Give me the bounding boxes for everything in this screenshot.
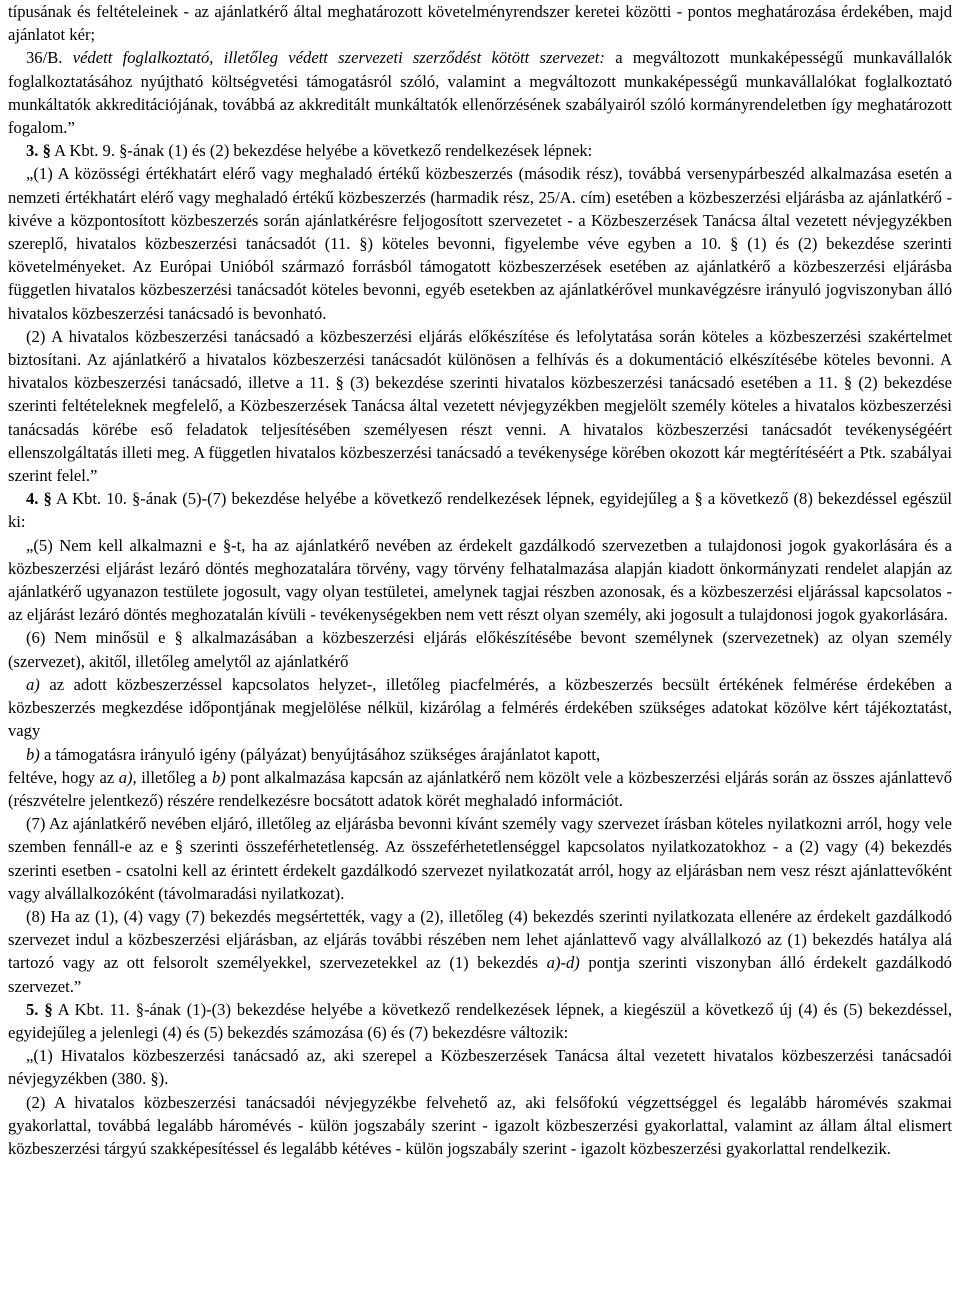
paragraph-10-8 xyxy=(8,905,952,998)
text-run: (8) Ha az (1), (4) vagy (7) bekezdés megsértették, vagy a (2), illetőleg (4) bekezdés szerinti nyilatkozata ellenére az érdekelt gazdálkodó szervezet indul a közbeszerzési eljárásban, az eljárás további részében nem lehet ajánlattevő vagy alvállalkozó az (1) bekezdés hatálya alá tartozó vagy az ott felsorolt személyekkel, szervezetekkel az (1) bekezdés xyxy=(8,906,952,973)
point-text: az adott közbeszerzéssel kapcsolatos helyzet-, illetőleg piacfelmérés, a közbeszerzés becsült értékének felmérése érdekében a közbeszerzés megkezdése időpontjának megjelölése nélkül, kizárólag a felmérés érdekében szükséges adatokat közölve kért tájékoztatást, vagy xyxy=(8,674,952,741)
section-intro: A Kbt. 11. §-ának (1)-(3) bekezdése helyébe a következő rendelkezések lépnek, a kiegészül a következő új (4) és (5) bekezdéssel, egyidejűleg a jelenlegi (4) és (5) bekezdés számozása (6) és (7) bekezdésre változik: xyxy=(8,999,952,1042)
section-4-heading xyxy=(8,487,952,533)
section-5-heading xyxy=(8,998,952,1044)
point-label: a) xyxy=(26,674,40,694)
paragraph-10-6: (6) Nem minősül e § alkalmazásában a közbeszerzési eljárás előkészítésébe bevont személynek (szervezetnek) az olyan személy (szervezet), akitől, illetőleg amelytől az ajánlatkérő xyxy=(8,628,952,671)
point-label: a)-d) xyxy=(546,953,580,973)
text-run: illetőleg a xyxy=(141,767,208,787)
section-3-heading xyxy=(8,139,952,162)
paragraph-10-5: „(5) Nem kell alkalmazni e §-t, ha az ajánlatkérő nevében az érdekelt gazdálkodó szervezetben a tulajdonosi jogok gyakorlására és a közbeszerzési eljárást lezáró döntés meghozatalára törvény, vagy törvény felhatalmazása alapján kiadott önkormányzati rendelet alapján az ajánlatkérő ugyanazon testülete jogosult, vagy olyan testületei, amelynek tagjai részben azonosak, és a közbeszerzési eljárással kapcsolatos - az eljárást lezáró döntés meghozatalán kívüli - tevékenységekben nem vett részt olyan személy, aki jogosult a tulajdonosi jogok gyakorlására. xyxy=(8,535,952,625)
point-label: b) xyxy=(211,767,226,787)
paragraph-11-2: (2) A hivatalos közbeszerzési tanácsadói névjegyzékbe felvehető az, aki felsőfokú végzettséggel és legalább háromévés szakmai gyakorlattal, továbbá legalább háromévés - külön jogszabály szerint - igazolt közbeszerzési gyakorlattal, valamint az állam által elismert közbeszerzési tárgyú szakképesítéssel és legalább kétéves - külön jogszabály szerint - igazolt közbeszerzési gyakorlattal rendelkezik. xyxy=(8,1092,952,1158)
paragraph-9-1: „(1) A közösségi értékhatárt elérő vagy meghaladó értékű közbeszerzés (második rész), továbbá versenypárbeszéd alkalmazása esetén a nemzeti értékhatárt elérő vagy meghaladó értékű közbeszerzés (harmadik rész, 25/A. cím) esetében a közbeszerzési eljárásba az ajánlatkérő - kivéve a központosított közbeszerzés során ajánlatkérésre feljogosított szervezetet - a Közbeszerzések Tanácsa által vezetett névjegyzékben szereplő, hivatalos közbeszerzési tanácsadót (11. §) köteles bevonni, figyelembe véve egyben a 10. § (1) és (2) bekezdése szerinti követelményeket. Az Európai Unióból származó forrásból támogatott közbeszerzések esetében az ajánlatkérő a közbeszerzési eljárásba független hivatalos közbeszerzési tanácsadót köteles bevonni, egyéb esetekben az ajánlatkérővel munkavégzésre irányuló jogviszonyban álló hivatalos közbeszerzési tanácsadó is bevonható. xyxy=(8,164,952,323)
section-number: 4. § xyxy=(26,489,52,509)
definition-number: 36/B. xyxy=(26,48,63,68)
paragraph-continuation: típusának és feltételeinek - az ajánlatkérő által meghatározott követelményrendszer keretei közötti - pontos meghatározása érdekében, majd ajánlatot kér; xyxy=(8,2,952,45)
point-text: a támogatásra irányuló igény (pályázat) benyújtásához szükséges árajánlatot kapott, xyxy=(43,744,601,764)
text-run: pontja szerinti viszonyban álló érdekelt gazdálkodó szervezet.” xyxy=(8,953,952,996)
definition-term: védett foglalkoztató, illetőleg védett szervezeti szerződést kötött szervezet: xyxy=(72,48,605,68)
point-label: a), xyxy=(118,767,137,787)
definition-text: a megváltozott munkaképességű munkavállalók foglalkoztatásához nyújtható költségvetési támogatásról szóló, valamint a megváltozott munkaképességű munkavállalókat foglalkoztató munkáltatók akkreditációjának, továbbá az akkreditált munkáltatók ellenőrzésének szabályairól szóló kormányrendeletben így meghatározott fogalom.” xyxy=(8,48,952,138)
section-number: 3. § xyxy=(26,141,51,161)
paragraph-proviso xyxy=(8,766,952,812)
paragraph-11-1: „(1) Hivatalos közbeszerzési tanácsadó az, aki szerepel a Közbeszerzések Tanácsa által vezetett hivatalos közbeszerzési tanácsadói névjegyzékben (380. §). xyxy=(8,1046,952,1089)
section-number: 5. § xyxy=(26,999,53,1019)
text-run: feltéve, hogy az xyxy=(8,767,115,787)
definition-36b xyxy=(8,46,952,139)
text-run: pont alkalmazása kapcsán az ajánlatkérő nem közölt vele a közbeszerzési eljárás során az összes ajánlattevő (részvételre jelentkező) részére rendelkezésre bocsátott adatok körét meghaladó információt. xyxy=(8,767,952,810)
point-a xyxy=(8,673,952,743)
section-intro: A Kbt. 10. §-ának (5)-(7) bekezdése helyébe a következő rendelkezések lépnek, egyidejűleg a § a következő (8) bekezdéssel egészül ki: xyxy=(8,489,953,532)
paragraph-9-2: (2) A hivatalos közbeszerzési tanácsadó a közbeszerzési eljárás előkészítése és lefolytatása során köteles a közbeszerzési szakértelmet biztosítani. Az ajánlatkérő a hivatalos közbeszerzési tanácsadót különösen a felhívás és a dokumentáció elkészítésébe köteles bevonni. A hivatalos közbeszerzési tanácsadó, illetve a 11. § (3) bekezdése szerinti hivatalos közbeszerzési tanácsadó esetében a 11. § (2) bekezdése szerinti feltételeknek megfelelő, a Közbeszerzések Tanácsa által vezetett névjegyzékben megjelölt személy köteles a hivatalos közbeszerzési tanácsadás körébe eső feladatok teljesítésében személyesen részt venni. A hivatalos közbeszerzési tanácsadót tevékenységéért ellenszolgáltatás illeti meg. A független hivatalos közbeszerzési tanácsadó a tevékenysége körében okozott kár megtérítéséért a Ptk. szabályai szerint felel.” xyxy=(8,326,952,486)
paragraph-10-7: (7) Az ajánlatkérő nevében eljáró, illetőleg az eljárásba bevonni kívánt személy vagy szervezet írásban köteles nyilatkozni arról, hogy vele szemben fennáll-e az e § szerinti összeférhetetlenség. Az összeférhetetlenséggel kapcsolatos nyilatkozatokhoz - a (2) vagy (4) bekezdés szerinti esetben - csatolni kell az érintett érdekelt gazdálkodó szervezet nyilatkozatát arról, hogy az eljárásban nem vesz részt ajánlattevőként vagy alvállalkozóként (távolmaradási nyilatkozat). xyxy=(8,814,952,903)
point-label: b) xyxy=(26,744,40,764)
point-b xyxy=(8,743,952,766)
section-intro: A Kbt. 9. §-ának (1) és (2) bekezdése helyébe a következő rendelkezések lépnek: xyxy=(54,141,593,161)
